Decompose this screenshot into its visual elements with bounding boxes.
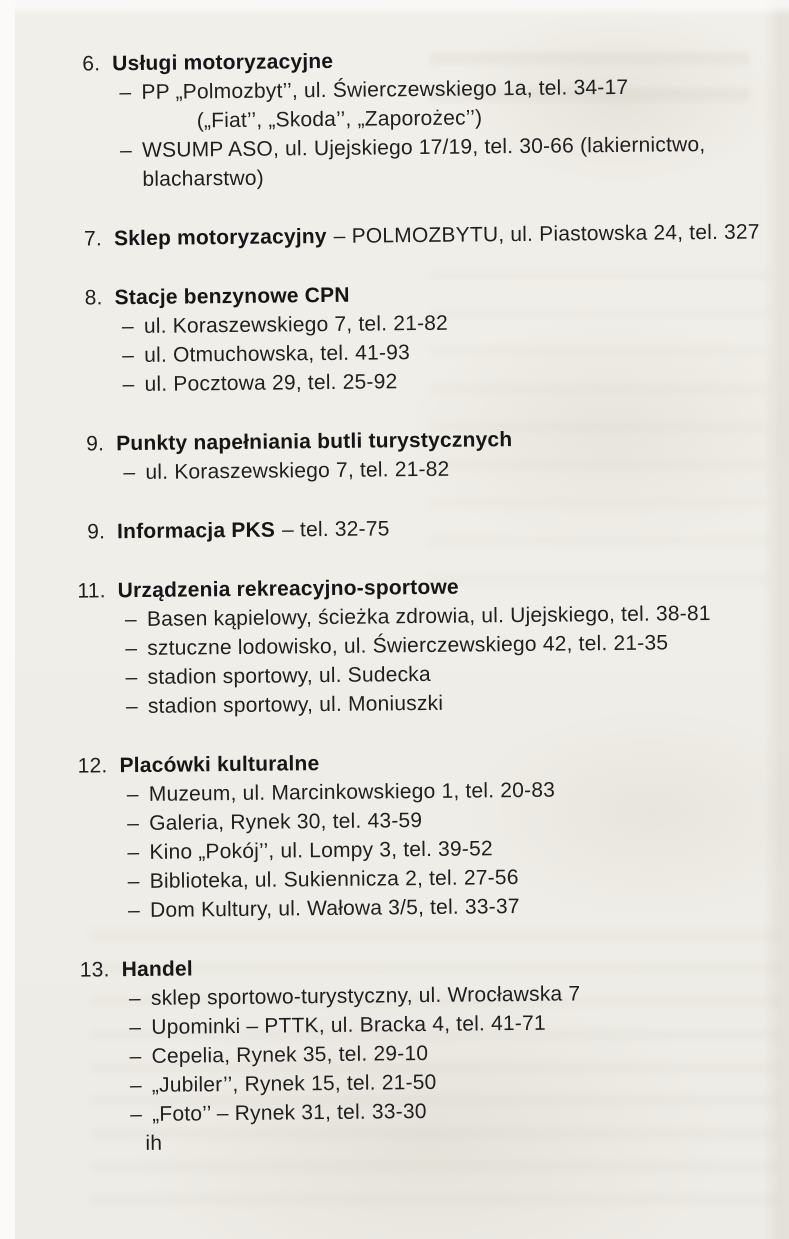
item-text: sztuczne lodowisko, ul. Świerczewskiego 42, tel. 21-35	[147, 631, 669, 660]
list-item	[1, 129, 789, 195]
section-title: Placówki kulturalne	[119, 752, 320, 778]
scan-edge-strip	[0, 0, 15, 1239]
dash-bullet: –	[125, 665, 138, 690]
dash-bullet: –	[127, 869, 140, 894]
dash-bullet: –	[127, 898, 141, 923]
section-title: Informacja PKS	[116, 518, 276, 544]
directory-list	[0, 42, 789, 1159]
item-text: ul. Otmuchowska, tel. 41-93	[144, 341, 411, 367]
section-title-row	[119, 749, 319, 780]
directory-section	[2, 276, 789, 400]
section-title-row	[116, 425, 512, 458]
item-text: ul. Pocztowa 29, tel. 25-92	[144, 370, 398, 396]
section-title: Urządzenia rekreacyjno-sportowe	[117, 575, 459, 603]
item-text: ul. Koraszewskiego 7, tel. 21-82	[145, 457, 450, 484]
section-number: 8.	[84, 286, 103, 310]
dash-bullet: –	[129, 1073, 142, 1098]
directory-section	[5, 510, 789, 547]
section-number: 7.	[83, 227, 103, 251]
directory-section	[6, 569, 789, 722]
section-title-row	[114, 281, 349, 312]
item-text: („Fiat’’, „Skoda’’, „Zaporożec’’)	[196, 106, 483, 133]
item-text: WSUMP ASO, ul. Ujejskiego 17/19, tel. 30-66 (lakiernictwo,	[141, 133, 706, 162]
dash-bullet: –	[129, 1015, 142, 1040]
section-number: 13.	[79, 958, 110, 982]
item-text: Upominki – PTTK, ul. Bracka 4, tel. 41-71	[151, 1011, 546, 1039]
dash-bullet: –	[130, 1102, 143, 1127]
dash-bullet: –	[125, 636, 138, 661]
section-title-rest: – tel. 32-75	[281, 517, 390, 542]
section-title: Punkty napełniania butli turystycznych	[116, 428, 513, 456]
item-text: Biblioteka, ul. Sukiennicza 2, tel. 27-56	[149, 866, 519, 893]
section-heading	[5, 510, 789, 547]
directory-section	[4, 422, 789, 488]
section-title-rest: – POLMOZBYTU, ul. Piastowska 24, tel. 327	[333, 220, 760, 248]
section-number: 11.	[77, 579, 106, 603]
dash-bullet: –	[119, 81, 132, 105]
dash-bullet: –	[126, 782, 139, 807]
section-title-row	[122, 954, 194, 984]
item-text: Galeria, Rynek 30, tel. 43-59	[149, 809, 423, 835]
trailing-mark: ih	[145, 1131, 163, 1155]
dash-bullet: –	[127, 811, 140, 836]
dash-bullet: –	[129, 1044, 142, 1069]
item-text: stadion sportowy, ul. Sudecka	[147, 662, 431, 689]
item-text: Kino „Pokój’’, ul. Lompy 3, tel. 39-52	[149, 837, 493, 864]
item-text: PP „Polmozbyt’’, ul. Świerczewskiego 1a, tel. 34-17	[141, 75, 629, 104]
item-text: „Jubiler’’, Rynek 15, tel. 21-50	[151, 1070, 437, 1097]
dash-bullet: –	[119, 139, 133, 163]
section-number: 9.	[86, 432, 105, 456]
dash-bullet: –	[125, 694, 138, 719]
directory-section	[7, 744, 789, 926]
dash-bullet: –	[127, 840, 140, 865]
section-title-row	[118, 573, 459, 606]
dash-bullet: –	[123, 461, 136, 485]
item-text: sklep sportowo-turystyczny, ul. Wrocławska 7	[150, 982, 581, 1010]
dash-bullet: –	[122, 373, 135, 397]
directory-section	[10, 948, 789, 1130]
section-title-row	[112, 47, 333, 78]
list-item	[0, 71, 789, 137]
section-heading	[2, 217, 789, 254]
item-text: stadion sportowy, ul. Moniuszki	[147, 691, 444, 718]
dash-bullet: –	[124, 607, 138, 632]
section-number: 9.	[87, 520, 106, 544]
section-number: 12.	[77, 754, 108, 778]
section-title-row	[114, 217, 760, 253]
dash-bullet: –	[128, 986, 141, 1011]
directory-section	[2, 217, 789, 254]
item-text: Dom Kultury, ul. Wałowa 3/5, tel. 33-37	[149, 895, 520, 922]
item-text: „Foto’’ – Rynek 31, tel. 33-30	[152, 1099, 427, 1126]
item-text: blacharstwo)	[142, 166, 264, 191]
section-title-row	[117, 514, 390, 546]
dash-bullet: –	[122, 344, 135, 368]
section-title: Sklep motoryzacyjny	[113, 224, 327, 251]
section-number: 6.	[82, 52, 101, 76]
item-text: Basen kąpielowy, ścieżka zdrowia, ul. Ujejskiego, tel. 38-81	[146, 601, 711, 631]
item-text: ul. Koraszewskiego 7, tel. 21-82	[143, 311, 449, 338]
section-title: Stacje benzynowe CPN	[114, 283, 350, 310]
section-title: Handel	[121, 957, 193, 982]
directory-section	[0, 42, 789, 195]
section-title: Usługi motoryzacyjne	[112, 49, 334, 76]
item-text: Muzeum, ul. Marcinkowskiego 1, tel. 20-83	[148, 778, 556, 806]
item-text: Cepelia, Rynek 35, tel. 29-10	[151, 1041, 429, 1068]
dash-bullet: –	[121, 315, 134, 339]
